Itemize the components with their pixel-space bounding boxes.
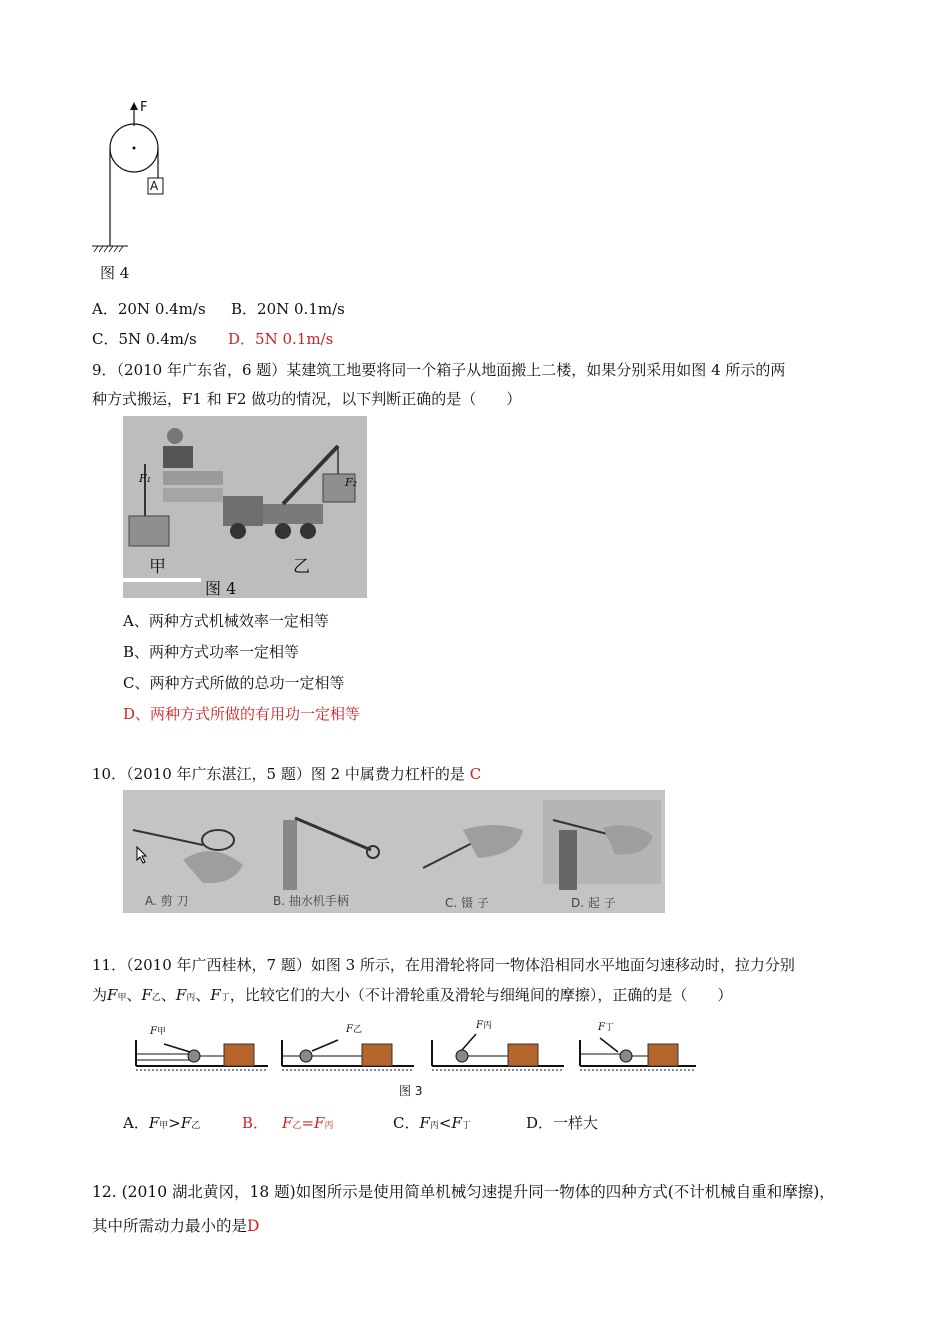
q11-fig-label-f-yi: F乙 bbox=[346, 1024, 362, 1035]
q10-stem bbox=[92, 763, 481, 784]
q9-option-b: B、两种方式功率一定相等 bbox=[123, 643, 300, 661]
label-yi: 乙 bbox=[293, 557, 310, 577]
q11-option-c: C．F丙<F丁 bbox=[393, 1114, 471, 1132]
q8-option-d: D．5N 0.1m/s bbox=[228, 330, 334, 348]
q12-answer: D bbox=[247, 1217, 260, 1235]
q11-stem-line1: 11．（2010 年广西桂林，7 题）如图 3 所示，在用滑轮将同一物体沿相同水平地面匀速移动时，拉力分别 bbox=[92, 956, 795, 974]
panel-d-label: D. 起 子 bbox=[571, 896, 616, 910]
panel-b-label: B. 抽水机手柄 bbox=[273, 894, 349, 908]
q10-stem-text: 10．（2010 年广东湛江，5 题）图 2 中属费力杠杆的是 bbox=[92, 765, 465, 783]
q11-fig-caption: 图 3 bbox=[399, 1084, 423, 1098]
q9-stem-line2: 种方式搬运，F1 和 F2 做功的情况，以下判断正确的是（ ） bbox=[92, 390, 522, 408]
pulley-figure bbox=[88, 96, 178, 256]
q11-fig-label-f-ding: F丁 bbox=[598, 1022, 614, 1033]
q8-option-a: A．20N 0.4m/s bbox=[92, 300, 206, 318]
q9-option-a: A、两种方式机械效率一定相等 bbox=[123, 612, 329, 630]
q8-option-c: C．5N 0.4m/s bbox=[92, 330, 197, 348]
q11-option-a: A．F甲>F乙 bbox=[123, 1114, 201, 1132]
q11-option-d: D．一样大 bbox=[526, 1114, 599, 1132]
q9-option-d: D、两种方式所做的有用功一定相等 bbox=[123, 705, 361, 723]
q12-stem-line2: 其中所需动力最小的是D bbox=[92, 1217, 260, 1235]
q11-fig-label-f-bing: F丙 bbox=[476, 1020, 492, 1031]
q9-stem-line1: 9．（2010 年广东省，6 题）某建筑工地要将同一个箱子从地面搬上二楼，如果分别采用如图 4 所示的两 bbox=[92, 361, 786, 379]
label-jia: 甲 bbox=[149, 557, 166, 577]
q12-stem-line1: 12. (2010 湖北黄冈，18 题)如图所示是使用简单机械匀速提升同一物体的四种方式(不计机械自重和摩擦)， bbox=[92, 1183, 835, 1201]
panel-a-label: A. 剪 刀 bbox=[145, 894, 189, 908]
q11-fig-label-f-jia: F甲 bbox=[150, 1026, 166, 1037]
q11-figure bbox=[132, 1018, 702, 1080]
label-f2: F₂ bbox=[345, 476, 358, 489]
panel-c-label: C. 镊 子 bbox=[445, 896, 489, 910]
block-label: A bbox=[150, 179, 159, 193]
label-f1: F₁ bbox=[139, 472, 152, 485]
figure-caption: 图 4 bbox=[100, 264, 130, 282]
q9-photo bbox=[123, 416, 367, 598]
q10-answer: C bbox=[469, 765, 482, 783]
q11-stem-line2: 为F甲、F乙、F丙、F丁，比较它们的大小（不计滑轮重及滑轮与细绳间的摩擦），正确的是（ ） bbox=[92, 986, 733, 1004]
q10-photo bbox=[123, 790, 665, 913]
force-label: F bbox=[140, 100, 148, 115]
q9-photo-caption: 图 4 bbox=[205, 579, 237, 598]
q9-option-c: C、两种方式所做的总功一定相等 bbox=[123, 674, 345, 692]
q11-option-b: B． F乙=F丙 bbox=[242, 1114, 334, 1132]
mouse-cursor-icon bbox=[136, 846, 148, 864]
q8-option-b: B．20N 0.1m/s bbox=[231, 300, 345, 318]
